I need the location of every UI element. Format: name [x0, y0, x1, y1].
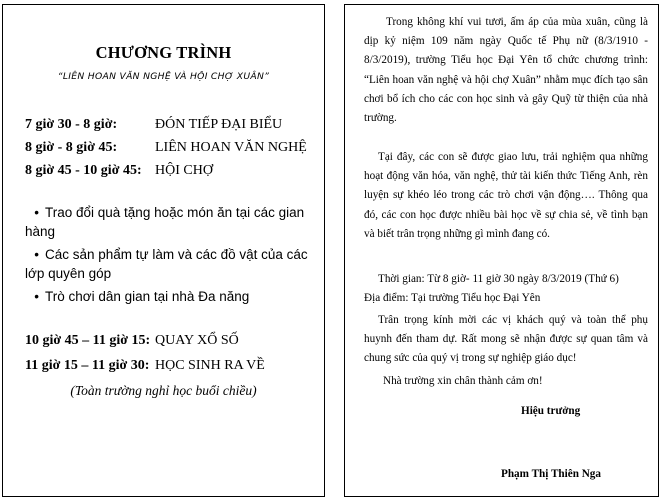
- schedule-row: [25, 333, 239, 349]
- bullet-icon: •: [34, 289, 39, 304]
- fair-activity-text: Trao đổi quà tặng hoặc món ăn tại các gian hàng: [25, 205, 305, 239]
- signer-title: Hiệu trưởng: [521, 405, 581, 417]
- program-title: CHƯƠNG TRÌNH: [95, 43, 232, 62]
- schedule-activity: ĐÓN TIẾP ĐẠI BIỂU: [155, 117, 283, 132]
- schedule-activity: QUAY XỔ SỐ: [155, 333, 239, 348]
- schedule-time: 7 giờ 30 - 8 giờ:: [25, 117, 118, 132]
- schedule-activity: LIÊN HOAN VĂN NGHỆ: [155, 140, 307, 155]
- body-paragraph: Tại đây, các con sẽ được giao lưu, trải nghiệm qua những hoạt động văn hóa, văn nghệ, thử tài kiến thức Tiếng Anh, rèn luyện sự khéo léo trong các trò chơi vận động…. Thông qua đó, các con học được nhiều bài học về sự chia sẻ, về tình bạn và biết trân trọng những gì mình đang có.: [364, 151, 648, 240]
- fair-activity-item: [25, 203, 309, 241]
- fair-activity-text: Các sản phẩm tự làm và các đồ vật của các lớp quyên góp: [25, 247, 308, 281]
- program-card: [2, 4, 325, 497]
- bullet-icon: •: [34, 247, 39, 262]
- invitation-paragraph: Trân trọng kính mời các vị khách quý và toàn thể phụ huynh đến tham dự. Rất mong sẽ nhận được sự quan tâm và chung sức của quý vị trong sự nghiệp giáo dục!: [364, 314, 648, 365]
- schedule-activity: HỌC SINH RA VỀ: [155, 358, 265, 373]
- afternoon-note: (Toàn trường nghỉ học buổi chiều): [70, 383, 257, 398]
- schedule-time: 8 giờ - 8 giờ 45:: [25, 140, 118, 155]
- event-time: Thời gian: Từ 8 giờ- 11 giờ 30 ngày 8/3/2019 (Thứ 6): [378, 273, 619, 285]
- bullet-icon: •: [34, 205, 39, 220]
- schedule-row: [25, 140, 307, 156]
- schedule-row: [25, 163, 213, 179]
- invitation-card: [344, 4, 659, 497]
- event-place: Địa điểm: Tại trường Tiểu học Đại Yên: [364, 292, 541, 304]
- schedule-time: 10 giờ 45 – 11 giờ 15:: [25, 333, 151, 348]
- schedule-row: [25, 117, 283, 133]
- schedule-time: 11 giờ 15 – 11 giờ 30:: [25, 358, 150, 373]
- schedule-time: 8 giờ 45 - 10 giờ 45:: [25, 163, 142, 178]
- schedule-activity: HỘI CHỢ: [155, 163, 213, 178]
- fair-activity-text: Trò chơi dân gian tại nhà Đa năng: [45, 289, 250, 304]
- signer-name: Phạm Thị Thiên Nga: [501, 468, 601, 480]
- intro-paragraph: Trong không khí vui tươi, ấm áp của mùa xuân, cũng là dịp kỷ niệm 109 năm ngày Quốc tế Phụ nữ (8/3/1910 - 8/3/2019), trường Tiểu học Đại Yên tổ chức chương trình: “Liên hoan văn nghệ và hội chợ Xuân” nhằm mục đích tạo sân chơi bổ ích cho các con học sinh và gây Quỹ từ thiện của nhà trường.: [364, 16, 648, 125]
- fair-activity-item: [25, 287, 309, 306]
- schedule-row: [25, 358, 265, 374]
- thanks-line: Nhà trường xin chân thành cảm ơn!: [383, 375, 543, 387]
- fair-activity-item: [25, 245, 309, 283]
- program-subtitle: “LIÊN HOAN VĂN NGHỆ VÀ HỘI CHỢ XUÂN”: [57, 71, 270, 82]
